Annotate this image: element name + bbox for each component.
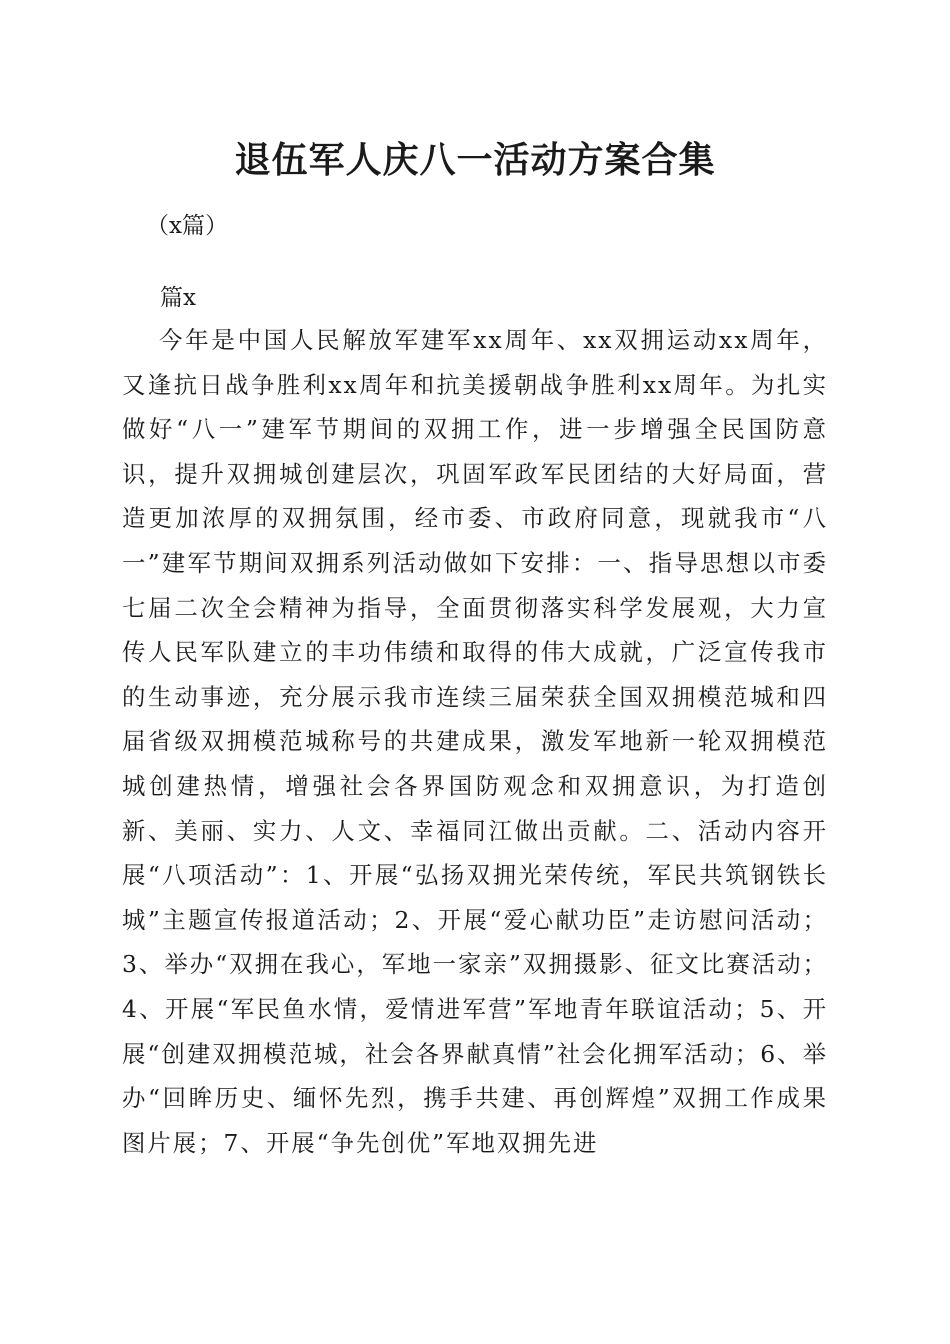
section-label: 篇x <box>160 285 196 311</box>
body-paragraph: 今年是中国人民解放军建军xx周年、xx双拥运动xx周年，又逢抗日战争胜利xx周年和抗美援朝战争胜利xx周年。为扎实做好“八一”建军节期间的双拥工作，进一步增强全民国防意识，提升双拥城创建层次，巩固军政军民团结的大好局面，营造更加浓厚的双拥氛围，经市委、市政府同意，现就我市“八一”建军节期间双拥系列活动做如下安排：一、指导思想以市委七届二次全会精神为指导，全面贯彻落实科学发展观，大力宣传人民军队建立的丰功伟绩和取得的伟大成就，广泛宣传我市的生动事迹，充分展示我市连续三届荣获全国双拥模范城和四届省级双拥模范城称号的共建成果，激发军地新一轮双拥模范城创建热情，增强社会各界国防观念和双拥意识，为打造创新、美丽、实力、人文、幸福同江做出贡献。二、活动内容开展“八项活动”：1、开展“弘扬双拥光荣传统，军民共筑钢铁长城”主题宣传报道活动；2、开展“爱心献功臣”走访慰问活动；3、举办“双拥在我心，军地一家亲”双拥摄影、征文比赛活动；4、开展“军民鱼水情，爱情进军营”军地青年联谊活动；5、开展“创建双拥模范城，社会各界献真情”社会化拥军活动；6、举办“回眸历史、缅怀先烈，携手共建、再创辉煌”双拥工作成果图片展；7、开展“争先创优”军地双拥先进 <box>122 326 828 1157</box>
chapter-marker: （x篇） <box>146 213 228 239</box>
document-title: 退伍军人庆八一活动方案合集 <box>234 139 716 181</box>
